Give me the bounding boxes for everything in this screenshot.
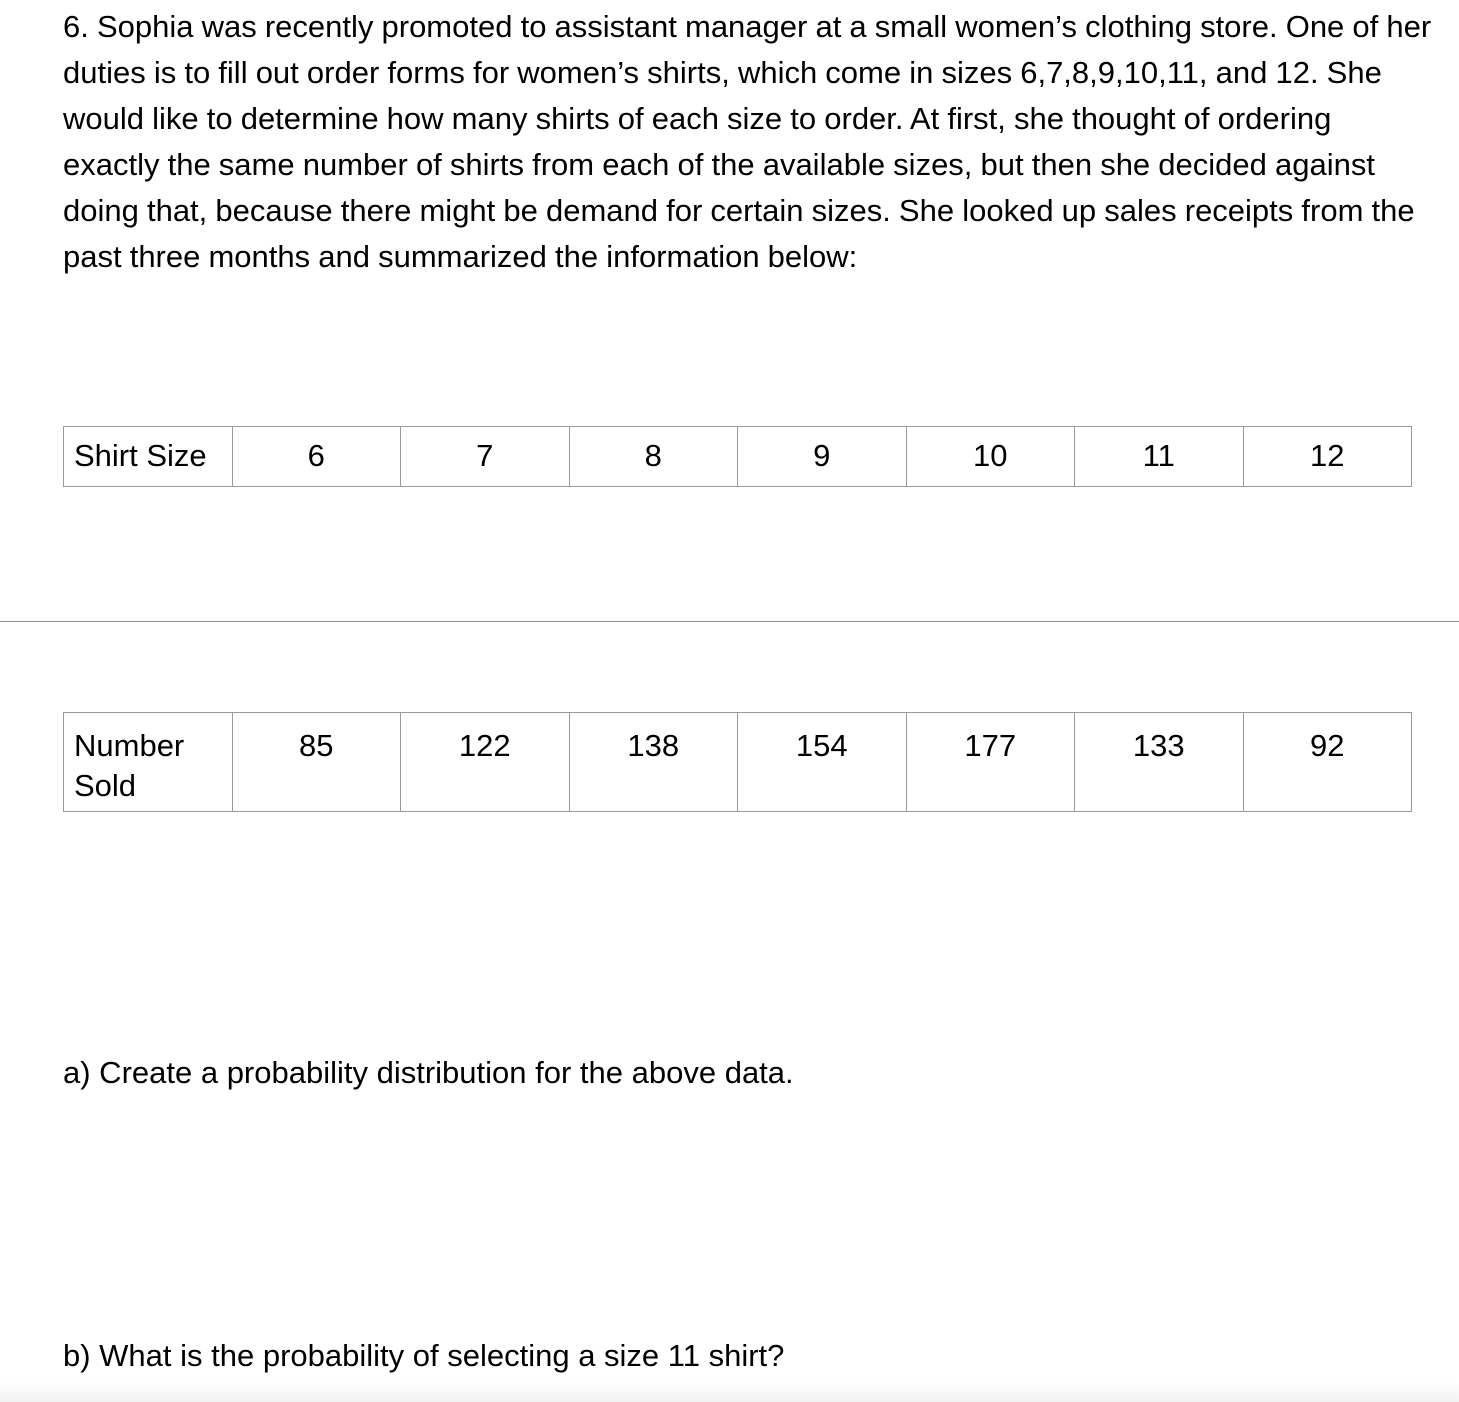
shirt-size-label: Shirt Size	[64, 427, 233, 487]
size-cell: 6	[232, 427, 401, 487]
sold-cell: 133	[1075, 713, 1244, 812]
page-divider	[0, 621, 1459, 622]
size-cell: 10	[906, 427, 1075, 487]
table-row	[64, 427, 1412, 487]
bottom-edge-shadow	[0, 1382, 1459, 1402]
sold-cell: 85	[232, 713, 401, 812]
table-row	[64, 713, 1412, 812]
sold-cell: 154	[738, 713, 907, 812]
number-sold-label-line2: Sold	[74, 768, 137, 803]
sold-cell: 122	[401, 713, 570, 812]
shirt-size-table	[63, 426, 1412, 487]
sold-cell: 92	[1243, 713, 1412, 812]
question-a: a) Create a probability distribution for the above data.	[63, 1055, 794, 1090]
sold-cell: 177	[906, 713, 1075, 812]
number-sold-label-line1: Number	[74, 728, 185, 763]
problem-intro: 6. Sophia was recently promoted to assistant manager at a small women’s clothing store. One of her duties is to fill out order forms for women’s shirts, which come in sizes 6,7,8,9,10,11, and 12. She would like to determine how many shirts of each size to order. At first, she thought of ordering exactly the same number of shirts from each of the available sizes, but then she decided against doing that, because there might be demand for certain sizes. She looked up sales receipts from the past three months and summarized the information below:	[63, 9, 1432, 274]
question-b: b) What is the probability of selecting a size 11 shirt?	[63, 1338, 785, 1373]
number-sold-table	[63, 712, 1412, 812]
size-cell: 12	[1243, 427, 1412, 487]
size-cell: 9	[738, 427, 907, 487]
size-cell: 11	[1075, 427, 1244, 487]
size-cell: 8	[569, 427, 738, 487]
sold-cell: 138	[569, 713, 738, 812]
number-sold-label	[64, 713, 233, 812]
size-cell: 7	[401, 427, 570, 487]
